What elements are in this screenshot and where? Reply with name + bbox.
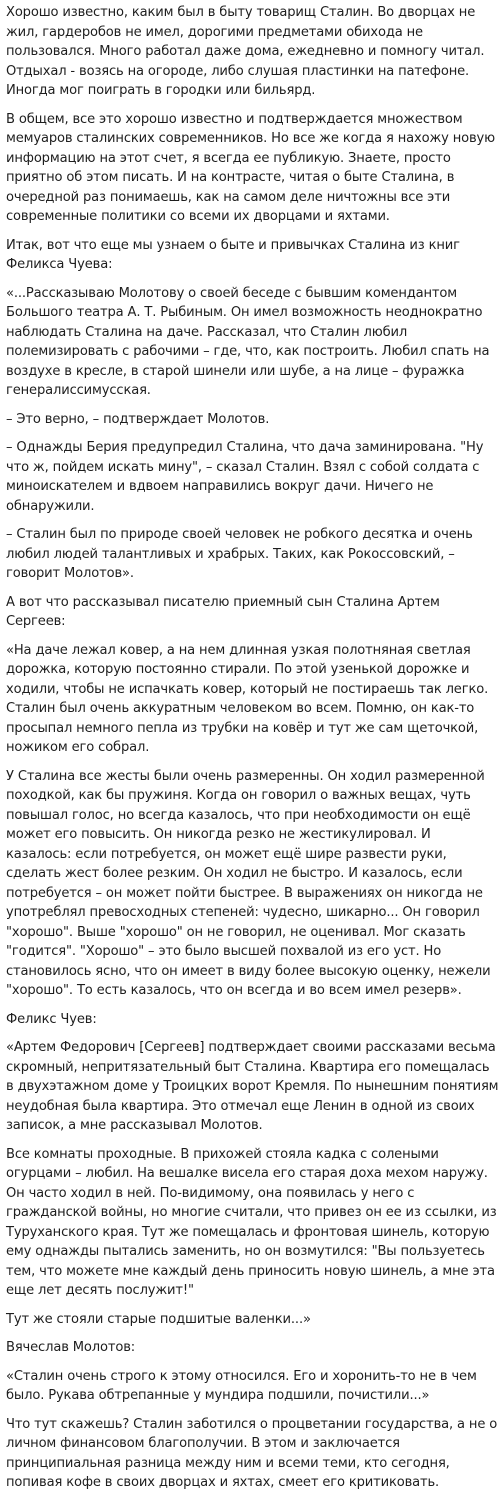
attribution-molotov: Вячеслав Молотов:	[6, 1340, 136, 1355]
paragraph-conclusion: Что тут скажешь? Сталин заботился о процветании государства, а не о личном финансовом благополучии. В этом и заключается принципиальная разница между ним и всеми теми, кто сегодня, попивая кофе в своих дворцах и яхтах, смеет его критиковать.	[6, 1416, 498, 1490]
quote-rybin: «...Рассказываю Молотову о своей беседе с бывшим комендантом Большого театра А. Т. Рыбиным. Он имел возможность неоднократно наблюдать Сталина на даче. Рассказал, что Сталин любил полемизировать с рабочими – где, что, как построить. Любил спать на воздухе в кресле, в старой шинели или шубе, а на лице – фуражка генералиссимусская.	[6, 285, 490, 398]
quote-valenki: Тут же стояли старые подшитые валенки...»	[6, 1311, 311, 1327]
quote-beria-mine: – Однажды Берия предупредил Сталина, что дача заминирована. "Ну что ж, пойдем искать мину", – сказал Сталин. Взял с собой солдата с миноискателем и вдвоем направились вокруг дачи. Ничего не обнаружили.	[6, 440, 484, 514]
attribution-chuev: Феликс Чуев:	[6, 1011, 97, 1027]
paragraph-chuev-intro: Итак, вот что еще мы узнаем о быте и привычках Сталина из книг Феликса Чуева:	[6, 237, 460, 272]
paragraph-sergeev-intro: А вот что рассказывал писателю приемный сын Сталина Артем Сергеев:	[6, 594, 440, 629]
quote-rooms: Все комнаты проходные. В прихожей стояла кадка с солеными огурцами – любил. На вешалке висела его старая доха мехом наружу. Он часто ходил в ней. По-видимому, она появилась у него с гражданской войны, но многие считали, что привез он ее из ссылки, из Туруханского края. Тут же помещалась и фронтовая шинель, которую ему однажды пытались заменить, но он возмутился: "Вы пользуетесь тем, что можете мне каждый день приносить новую шинель, а мне эта еще лет десять послужит!"	[6, 1146, 497, 1298]
paragraph-intro: Хорошо известно, каким был в быту товарищ Сталин. Во дворцах не жил, гардеробов не имел, дорогими предметами обихода не пользовался. Много работал даже дома, ежедневно и помногу читал. Отдыхал - возясь на огороде, либо слушая пластинки на патефоне. Иногда мог поиграть в городки или бильярд.	[6, 5, 485, 98]
quote-uniform: «Сталин очень строго к этому относился. Его и хоронить-то не в чем было. Рукава обтрепанные у мундира подшили, почистили...»	[6, 1368, 477, 1403]
quote-molotov-confirms: – Это верно, – подтверждает Молотов.	[6, 411, 270, 427]
quote-gestures: У Сталина все жесты были очень размеренны. Он ходил размеренной походкой, как бы пружиня. Когда он говорил о важных вещах, чуть повышал голос, но всегда казалось, что при необходимости он ещё может его повысить. Он никогда резко не жестикулировал. И казалось: если потребуется, он может ещё шире развести руки, сделать жест более резким. Он ходил не быстро. И казалось, если потребуется – он может пойти быстрее. В выражениях он никогда не употреблял превосходных степеней: чудесно, шикарно... Он говорил "хорошо". Выше "хорошо" он не говорил, не оценивал. Мог сказать "годится". "Хорошо" – это было высшей похвалой из его уст. Но становилось ясно, что он имеет в виду более высокую оценку, нежели "хорошо". То есть казалось, что он всегда и во всем имел резерв».	[6, 768, 491, 998]
paragraph-memoirs: В общем, все это хорошо известно и подтверждается множеством мемуаров сталинских современников. Но все же когда я нахожу новую информацию на этот счет, я всегда ее публикую. Знаете, просто приятно об этом писать. И на контрасте, читая о быте Сталина, в очередной раз понимаешь, как на самом деле ничтожны все эти современные политики со всеми их дворцами и яхтами.	[6, 111, 496, 224]
quote-rokossovsky: – Сталин был по природе своей человек не робкого десятка и очень любил людей талантливых и храбрых. Таких, как Рокоссовский, – говорит Молотов».	[6, 527, 473, 581]
quote-carpet: «На даче лежал ковер, а на нем длинная узкая полотняная светлая дорожка, которую постоянно стирали. По этой узенькой дорожке и ходили, чтобы не испачкать ковер, который не постираешь так легко. Сталин был очень аккуратным человеком во всем. Помню, он как-то просыпал немного пепла из трубки на ковёр и тут же сам щеточкой, ножиком его собрал.	[6, 642, 489, 755]
quote-apartment: «Артем Федорович [Сергеев] подтверждает своими рассказами весьма скромный, непритязательный быт Сталина. Квартира его помещалась в двухэтажном доме у Троицких ворот Кремля. По нынешним понятиям неудобная была квартира. Это отмечал еще Ленин в одной из своих записок, а мне рассказывал Молотов.	[6, 1040, 499, 1133]
